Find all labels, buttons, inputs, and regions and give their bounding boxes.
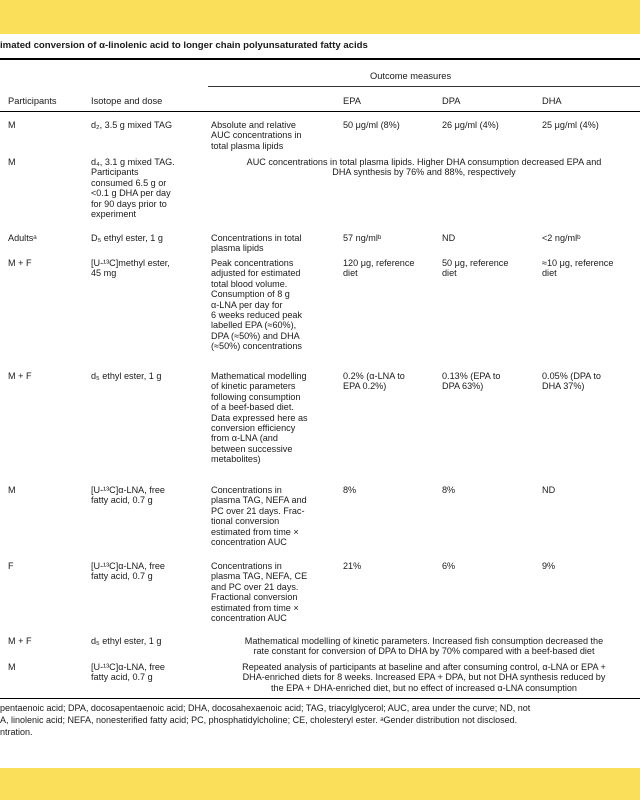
row-3-epa: 57 ng/mlᵇ (343, 233, 382, 243)
row-6-epa: 8% (343, 485, 357, 495)
row-5-measure: Mathematical modelling of kinetic parameters following consumption of a beef-based diet. Data expressed here as conversion efficiency from α-LNA (and between successive metabolites) (211, 371, 308, 465)
row-7-dha: 9% (542, 561, 556, 571)
row-7-measure: Concentrations in plasma TAG, NEFA, CE and PC over 21 days. Fractional conversion estimated from time × concentration AUC (211, 561, 308, 624)
row-7-isotope: [U-¹³C]α-LNA, free fatty acid, 0.7 g (91, 561, 165, 582)
row-2-span-text: AUC concentrations in total plasma lipids. Higher DHA consumption decreased EPA and DHA synthesis by 76% and 88%, respectively (246, 157, 602, 178)
row-9-isotope: [U-¹³C]α-LNA, free fatty acid, 0.7 g (91, 662, 165, 683)
row-1-dha: 25 μg/ml (4%) (542, 120, 599, 130)
row-7-epa: 21% (343, 561, 362, 571)
row-5-dpa: 0.13% (EPA to DPA 63%) (442, 371, 501, 392)
row-2-isotope: d₄, 3.1 g mixed TAG. Participants consumed 6.5 g or <0.1 g DHA per day for 90 days prior to experiment (91, 157, 175, 220)
header-epa: EPA (343, 96, 361, 106)
row-1-isotope: d₂, 3.5 g mixed TAG (91, 120, 173, 130)
row-6-dha: ND (542, 485, 556, 495)
row-4-isotope: [U-¹³C]methyl ester, 45 mg (91, 258, 170, 279)
row-4-dpa: 50 μg, reference diet (442, 258, 509, 279)
row-6-isotope: [U-¹³C]α-LNA, free fatty acid, 0.7 g (91, 485, 165, 506)
row-5-dha: 0.05% (DPA to DHA 37%) (542, 371, 601, 392)
row-8-isotope: d₅ ethyl ester, 1 g (91, 636, 162, 646)
row-2-participants: M (8, 157, 16, 167)
row-3-isotope: D₅ ethyl ester, 1 g (91, 233, 163, 243)
row-9-span-text: Repeated analysis of participants at baseline and after consuming control, α-LNA or EPA + DHA-enriched diets for 8 weeks. Increased EPA + DPA, but not DHA synthesis reduced by the EPA + DHA-enriched diet, but no effect of increased α-LNA consumption (242, 662, 606, 693)
row-5-epa: 0.2% (α-LNA to EPA 0.2%) (343, 371, 405, 392)
row-8-span-text: Mathematical modelling of kinetic parameters. Increased fish consumption decreased the rate constant for conversion of DPA to DHA by 70% compared with a beef-based diet (244, 636, 604, 657)
row-3-measure: Concentrations in total plasma lipids (211, 233, 302, 254)
header-dha: DHA (542, 96, 562, 106)
document-page (0, 34, 640, 768)
row-4-measure: Peak concentrations adjusted for estimated total blood volume. Consumption of 8 g α-LNA per day for 6 weeks reduced peak labelled EPA (≈60%), DPA (≈50%) and DHA (≈50%) concentrations (211, 258, 302, 352)
row-1-measure: Absolute and relative AUC concentrations in total plasma lipids (211, 120, 302, 151)
row-3-dha: <2 ng/mlᵇ (542, 233, 581, 243)
row-9-participants: M (8, 662, 16, 672)
footnote-line-1: pentaenoic acid; DPA, docosapentaenoic acid; DHA, docosahexaenoic acid; TAG, triacylglycerol; AUC, area under the curve; ND, not (0, 703, 531, 713)
footnote-line-3: ntration. (0, 727, 33, 737)
rule-top (0, 58, 640, 60)
table-title: imated conversion of α-linolenic acid to longer chain polyunsaturated fatty acids (0, 40, 368, 51)
row-1-dpa: 26 μg/ml (4%) (442, 120, 499, 130)
top-yellow-band (0, 0, 640, 34)
row-3-dpa: ND (442, 233, 456, 243)
row-1-participants: M (8, 120, 16, 130)
bottom-yellow-band (0, 768, 640, 800)
row-6-participants: M (8, 485, 16, 495)
header-dpa: DPA (442, 96, 461, 106)
row-8-participants: M + F (8, 636, 32, 646)
row-5-participants: M + F (8, 371, 32, 381)
row-3-participants: Adultsᵃ (8, 233, 37, 243)
row-7-dpa: 6% (442, 561, 456, 571)
row-4-participants: M + F (8, 258, 32, 268)
header-outcome-measures: Outcome measures (370, 71, 452, 81)
rule-bottom (0, 698, 640, 699)
header-isotope-dose: Isotope and dose (91, 96, 163, 106)
row-6-dpa: 8% (442, 485, 456, 495)
row-5-isotope: d₅ ethyl ester, 1 g (91, 371, 162, 381)
header-participants: Participants (8, 96, 57, 106)
row-4-epa: 120 μg, reference diet (343, 258, 415, 279)
row-4-dha: ≈10 μg, reference diet (542, 258, 614, 279)
rule-outcome-measures (208, 86, 640, 87)
rule-header (0, 111, 640, 112)
row-7-participants: F (8, 561, 14, 571)
row-1-epa: 50 μg/ml (8%) (343, 120, 400, 130)
footnote-line-2: A, linolenic acid; NEFA, nonesterified fatty acid; PC, phosphatidylcholine; CE, cholesteryl ester. ᵃGender distribution not disclosed. (0, 715, 518, 725)
row-6-measure: Concentrations in plasma TAG, NEFA and PC over 21 days. Frac- tional conversion estimated from time × concentration AUC (211, 485, 307, 548)
